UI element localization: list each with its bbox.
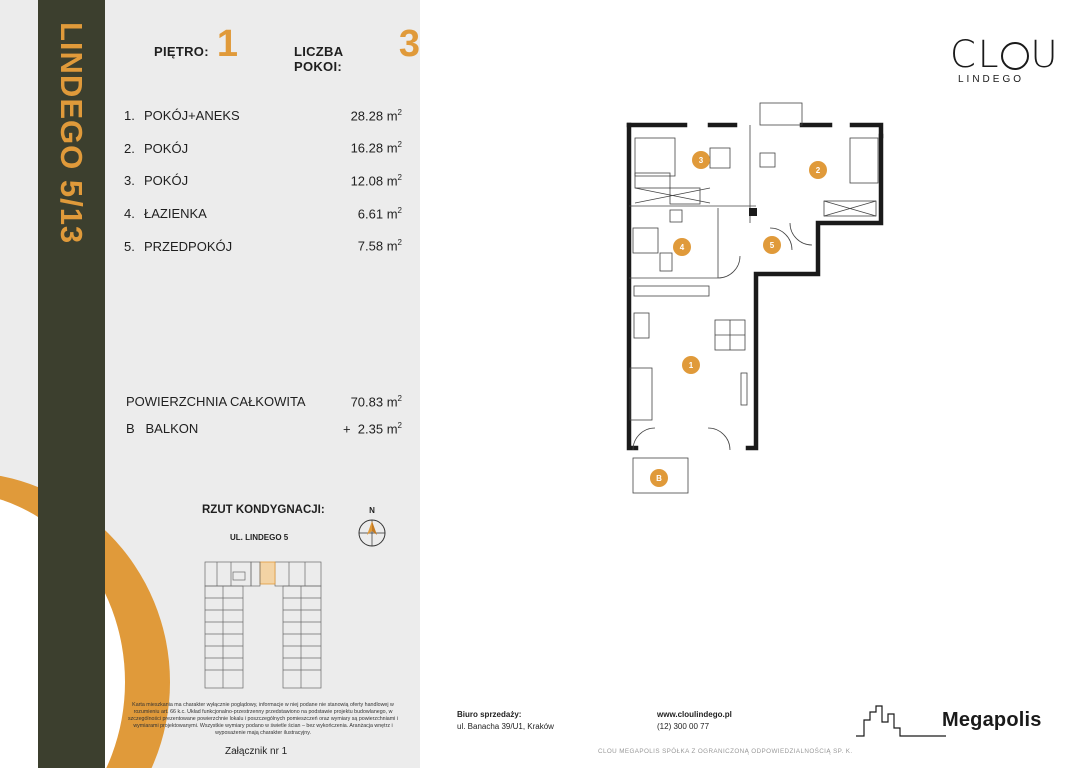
room-name: POKÓJ	[144, 140, 189, 156]
building-floor-plan	[203, 558, 323, 690]
room-area-unit: 2	[397, 107, 402, 117]
office-address: ul. Banacha 39/U1, Kraków	[457, 722, 554, 731]
attachment-label: Załącznik nr 1	[225, 746, 288, 757]
room-area-value: 28.28 m	[350, 108, 398, 123]
room-number: 1.	[124, 107, 135, 123]
megapolis-logo: Megapolis	[942, 709, 1042, 731]
room-1-label: 1	[688, 361, 694, 370]
room-number: 5.	[124, 238, 135, 254]
megapolis-skyline-icon	[856, 702, 946, 738]
total-area-label: POWIERZCHNIA CAŁKOWITA	[126, 394, 306, 409]
room-2-label: 2	[815, 166, 821, 175]
rooms-count-label: LICZBA POKOI:	[293, 44, 343, 74]
total-area-unit: 2	[397, 393, 402, 403]
company-name: CLOU MEGAPOLIS SPÓŁKA Z OGRANICZONĄ ODPOWIEDZIALNOŚCIĄ SP. K.	[598, 748, 853, 755]
room-area-value: 16.28 m	[350, 140, 398, 156]
balcony-unit: 2	[397, 420, 402, 430]
room-area-value: 7.58 m	[357, 238, 398, 254]
logo-text-a: CL	[950, 33, 1001, 76]
room-area	[358, 238, 402, 253]
room-3-label: 3	[698, 156, 704, 165]
room-5-label: 5	[769, 241, 775, 250]
balcony-label-plan: B	[656, 474, 662, 483]
list-item	[124, 230, 402, 263]
room-area	[351, 140, 402, 155]
room-area-unit: 2	[397, 140, 402, 150]
logo-o-shape	[1001, 42, 1029, 70]
compass-icon	[356, 505, 390, 551]
website-link[interactable]: www.cloulindego.pl	[657, 710, 732, 719]
room-area-unit: 2	[397, 205, 402, 215]
sales-office	[457, 709, 554, 733]
contact-block	[657, 709, 732, 733]
apartment-title: LINDEGO 5/13	[54, 22, 89, 245]
floor-label: PIĘTRO:	[154, 44, 209, 59]
balcony-value	[343, 421, 402, 436]
room-list	[124, 99, 402, 262]
room-name: POKÓJ+ANEKS	[144, 107, 240, 123]
room-4-label: 4	[679, 243, 685, 252]
phone-number: (12) 300 00 77	[657, 722, 710, 731]
balcony-number: + 2.35 m	[342, 421, 398, 437]
info-panel	[0, 0, 420, 768]
room-name: POKÓJ	[144, 173, 189, 189]
room-area-value: 12.08 m	[350, 173, 398, 189]
area-totals	[126, 388, 402, 442]
floor-section-street: UL. LINDEGO 5	[230, 533, 289, 542]
room-name: ŁAZIENKA	[144, 205, 207, 221]
room-area-unit: 2	[397, 238, 402, 248]
disclaimer-text: Karta mieszkania ma charakter wyłącznie poglądowy, informacje w niej podane nie stanowią oferty handlowej w rozumieniu art. 66 k.c. Układ funkcjonalno-przestrzenny przedstawiono na podstawie projektu budowlanego, w szczególności prezentowane powierzchnie lokalu i poszczególnych pomieszczeń oraz wymiary są powierzchniami i wymiarami projektowanymi. Wszystkie wymiary podano w świetle ścian – bez wykończenia. Aranżacja wnętrz i wyposażenie mają charakter ilustracyjny.	[128, 702, 398, 736]
balcony-label: B BALKON	[126, 421, 199, 436]
clou-logo	[950, 33, 1060, 76]
floor-value: 1	[216, 23, 238, 65]
list-item	[124, 132, 402, 165]
room-area	[358, 206, 402, 221]
floor-section-title: RZUT KONDYGNACJI:	[202, 504, 325, 516]
total-area-row	[126, 388, 402, 415]
list-item	[124, 99, 402, 132]
total-area-number: 70.83 m	[350, 394, 398, 410]
room-area	[351, 108, 402, 123]
room-number: 3.	[124, 173, 135, 189]
room-number: 2.	[124, 140, 135, 156]
apartment-header	[154, 25, 420, 74]
apartment-floor-plan	[600, 98, 900, 498]
rooms-count-value: 3	[398, 23, 420, 65]
room-area	[351, 173, 402, 188]
office-title: Biuro sprzedaży:	[457, 710, 522, 719]
logo-subtitle: LINDEGO	[958, 74, 1025, 85]
room-name: PRZEDPOKÓJ	[144, 238, 233, 254]
balcony-row	[126, 415, 402, 442]
total-area-value	[351, 394, 402, 409]
compass-north-label: N	[369, 506, 375, 515]
room-area-value: 6.61 m	[357, 206, 398, 222]
list-item	[124, 197, 402, 230]
logo-text-b: U	[1030, 33, 1060, 76]
room-area-unit: 2	[397, 173, 402, 183]
room-number: 4.	[124, 205, 135, 221]
highlighted-apartment	[260, 562, 275, 584]
list-item	[124, 164, 402, 197]
